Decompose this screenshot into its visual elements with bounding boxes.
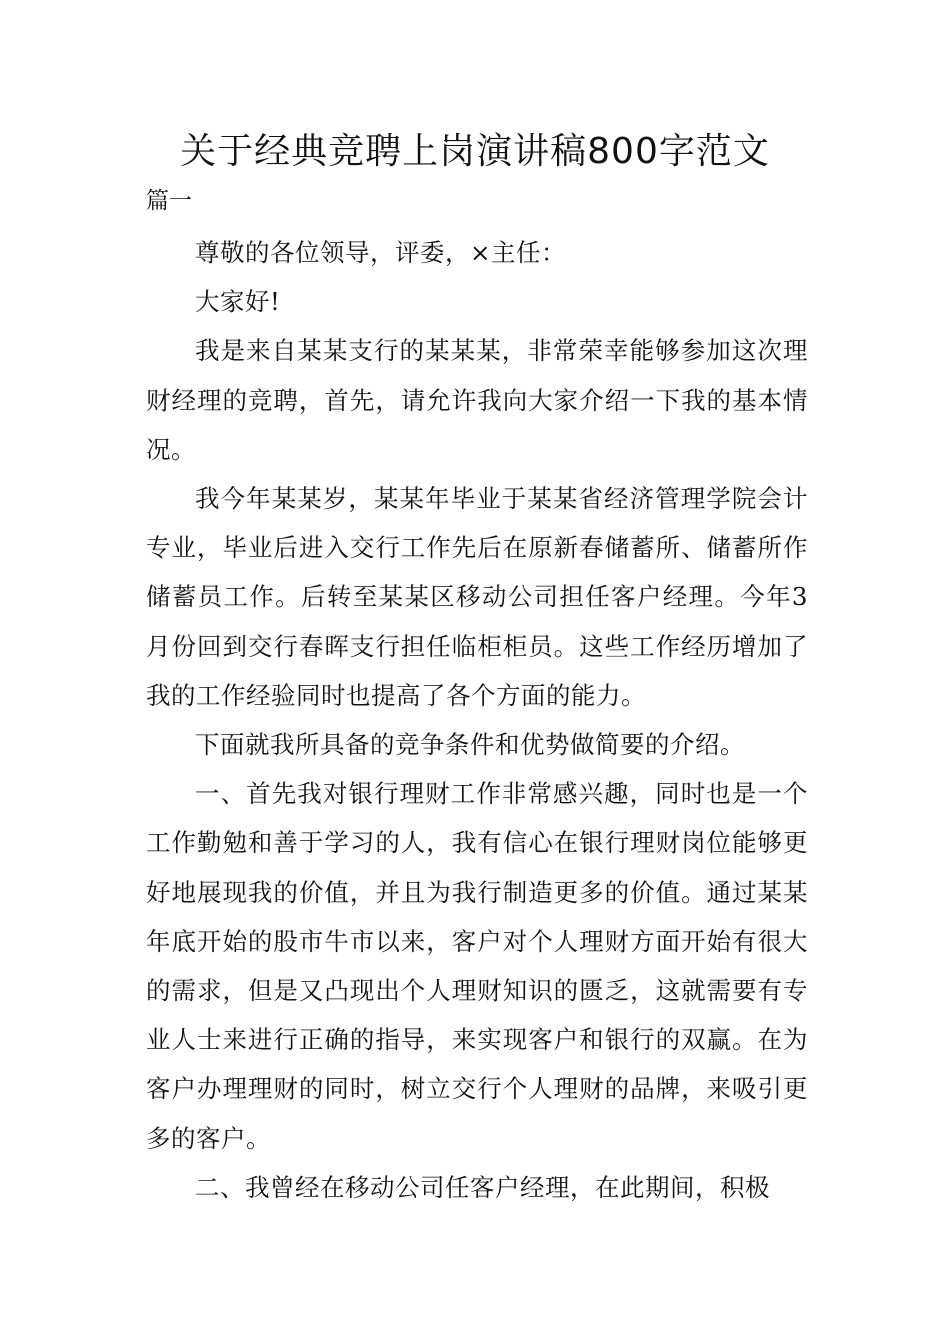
section-label: 篇一 [146,188,192,214]
paragraph-introduction: 我是来自某某支行的某某某，非常荣幸能够参加这次理财经理的竞聘，首先，请允许我向大家介绍一下我的基本情况。 [146,336,808,464]
paragraph-background: 我今年某某岁，某某年毕业于某某省经济管理学院会计专业，毕业后进入交行工作先后在原新春储蓄所、储蓄所作储蓄员工作。后转至某某区移动公司担任客户经理。今年3月份回到交行春晖支行担任临柜柜员。这些工作经历增加了我的工作经验同时也提高了各个方面的能力。 [146,484,808,710]
paragraph-overview: 下面就我所具备的竞争条件和优势做简要的介绍。 [195,730,745,760]
document-title: 关于经典竞聘上岗演讲稿800字范文 [180,131,770,172]
paragraph-point-one: 一、首先我对银行理财工作非常感兴趣，同时也是一个工作勤勉和善于学习的人，我有信心在银行理财岗位能够更好地展现我的价值，并且为我行制造更多的价值。通过某某年底开始的股市牛市以来，客户对个人理财方面开始有很大的需求，但是又凸现出个人理财知识的匮乏，这就需要有专业人士来进行正确的指导，来实现客户和银行的双赢。在为客户办理理财的同时，树立交行个人理财的品牌，来吸引更多的客户。 [146,779,808,1153]
document-body [146,228,808,1212]
paragraph-greeting: 大家好! [195,287,281,317]
paragraph-point-two: 二、我曾经在移动公司任客户经理，在此期间，积极 [195,1172,770,1202]
paragraph-salutation: 尊敬的各位领导，评委，×主任： [195,238,567,267]
